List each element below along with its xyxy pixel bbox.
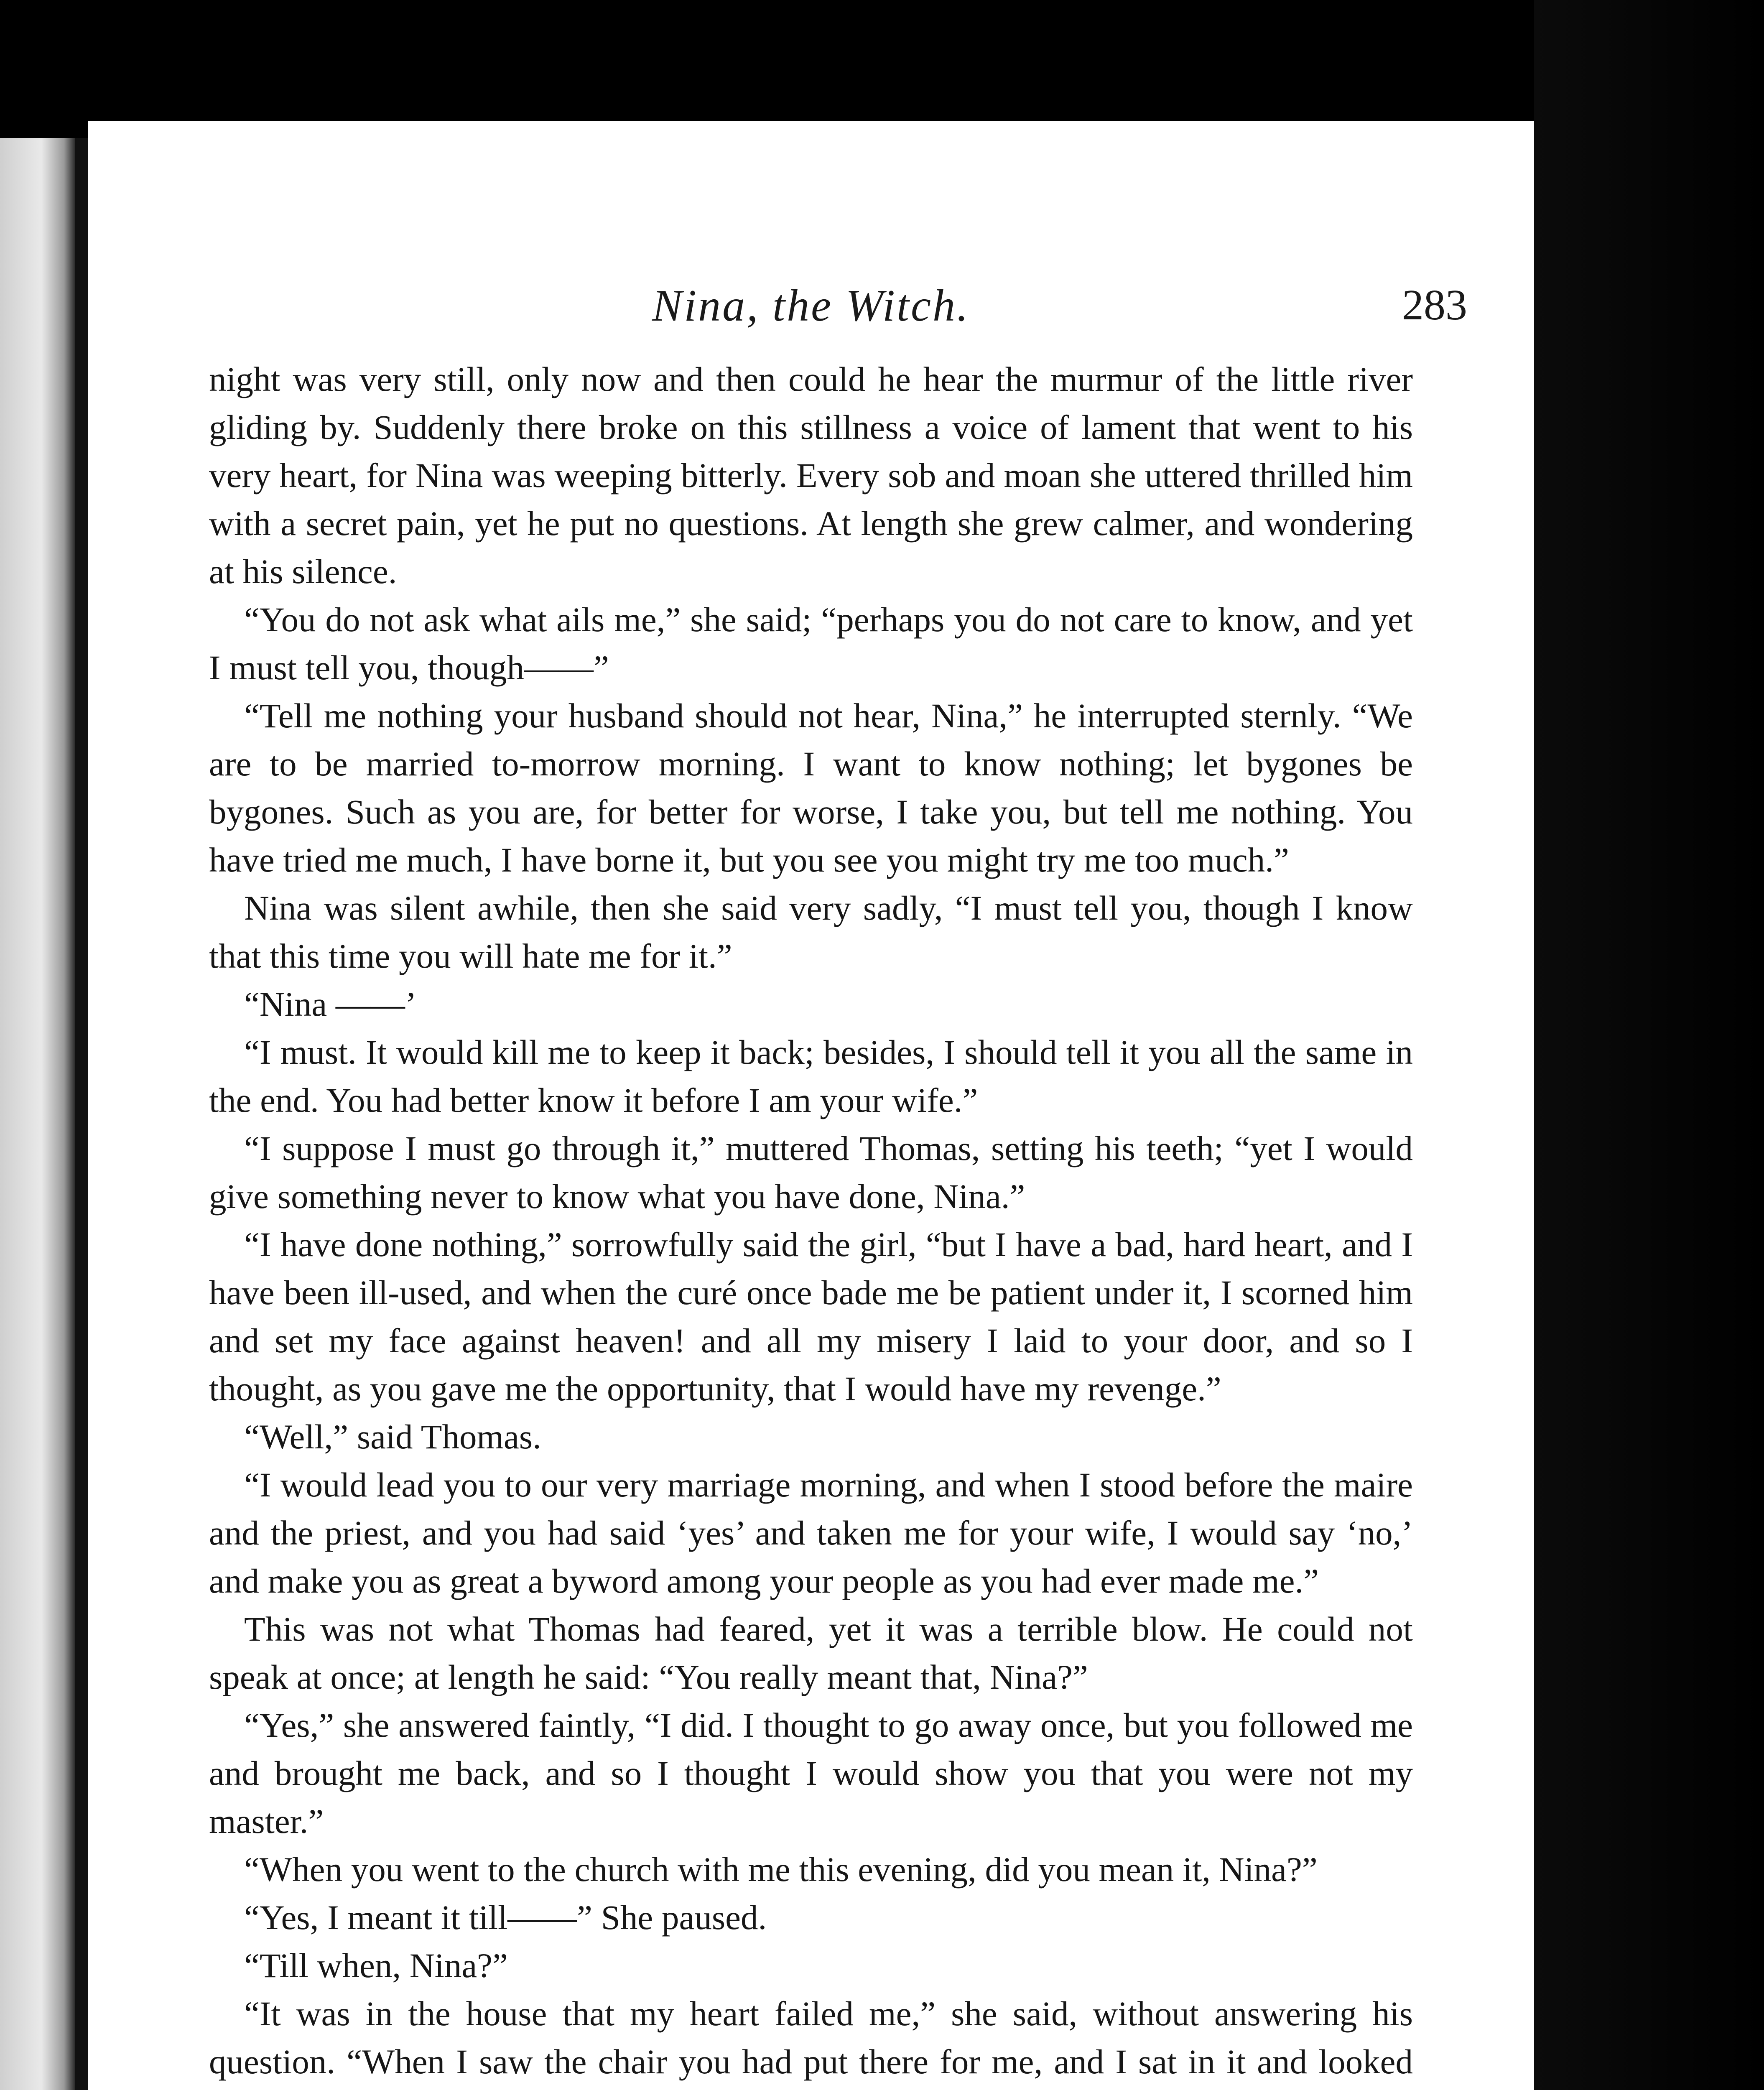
paragraph-5: “Nina ——’ [244, 985, 417, 1023]
body-text [209, 355, 1413, 2090]
paragraph-14: “Yes, I meant it till——” She paused. [244, 1898, 767, 1937]
book-gutter [75, 138, 88, 2090]
paragraph-12: “Yes,” she answered faintly, “I did. I thought to go away once, but you followed me and brought me back, and so I thought I would show you that you were not my master.” [209, 1706, 1413, 1840]
paragraph-11: This was not what Thomas had feared, yet it was a terrible blow. He could not speak at once; at length he said: “You really meant that, Nina?” [209, 1610, 1413, 1696]
running-title: Nina, the Witch. [652, 281, 970, 331]
paragraph-4: Nina was silent awhile, then she said very sadly, “I must tell you, though I know that this time you will hate me for it.” [209, 889, 1413, 975]
page [88, 121, 1534, 2090]
paragraph-6: “I must. It would kill me to keep it back; besides, I should tell it you all the same in the end. You had better know it before I am your wife.” [209, 1033, 1413, 1119]
running-head [88, 280, 1534, 347]
paragraph-1: night was very still, only now and then could he hear the murmur of the little river gliding by. Suddenly there broke on this stillness a voice of lament that went to his very heart, for Nina was weeping bitterly. Every sob and moan she uttered thrilled him with a secret pain, yet he put no questions. At length she grew calmer, and wondering at his silence. [209, 360, 1413, 591]
paragraph-13: “When you went to the church with me this evening, did you mean it, Nina?” [244, 1850, 1318, 1889]
paragraph-8: “I have done nothing,” sorrowfully said the girl, “but I have a bad, hard heart, and I have been ill-used, and when the curé once bade me be patient under it, I scorned him and set my face against heaven! and all my misery I laid to your door, and so I thought, as you gave me the opportunity, that I would have my revenge.” [209, 1225, 1413, 1408]
paragraph-16: “It was in the house that my heart failed me,” she said, without answering his question. “When I saw the chair you had put there for me, and I sat in it and looked [209, 1994, 1413, 2081]
paragraph-3: “Tell me nothing your husband should not hear, Nina,” he interrupted sternly. “We are to be married to-morrow morning. I want to know nothing; let bygones be bygones. Such as you are, for better for worse, I take you, but tell me nothing. You have tried me much, I have borne it, but you see you might try me too much.” [209, 696, 1413, 879]
paragraph-9: “Well,” said Thomas. [244, 1417, 541, 1456]
paragraph-7: “I suppose I must go through it,” muttered Thomas, setting his teeth; “yet I would give something never to know what you have done, Nina.” [209, 1129, 1413, 1216]
facing-page-edge [0, 138, 75, 2090]
scan-margin [1534, 0, 1764, 2090]
page-number: 283 [1402, 281, 1467, 329]
paragraph-10: “I would lead you to our very marriage morning, and when I stood before the maire and the priest, and you had said ‘yes’ and taken me for your wife, I would say ‘no,’ and make you as great a byword among your people as you had ever made me.” [209, 1466, 1413, 1600]
paragraph-15: “Till when, Nina?” [244, 1946, 508, 1985]
paragraph-2: “You do not ask what ails me,” she said; “perhaps you do not care to know, and yet I must tell you, though——” [209, 600, 1413, 687]
